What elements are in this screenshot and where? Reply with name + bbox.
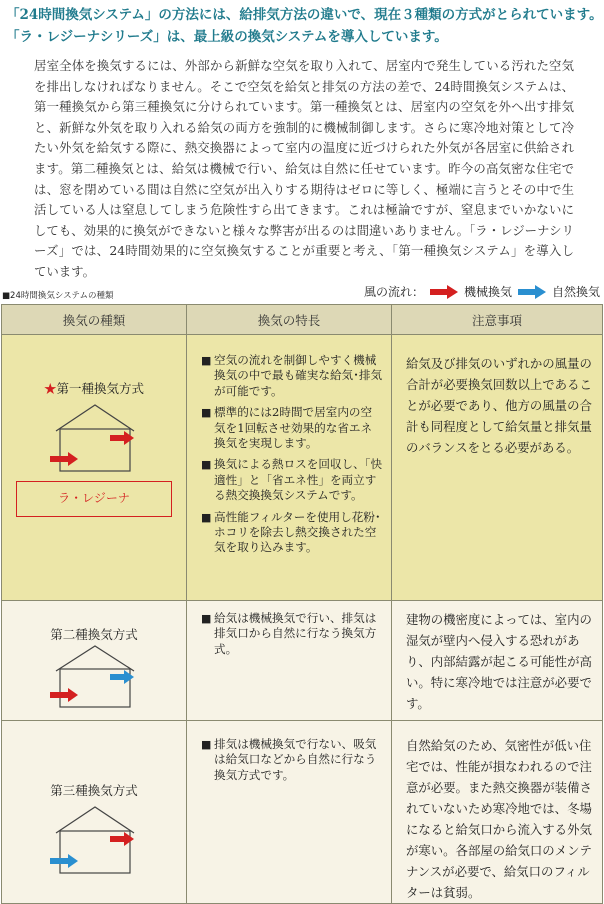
- headline: [6, 4, 602, 48]
- house-type3-icon: [50, 803, 140, 875]
- house-type2-icon: [50, 643, 140, 709]
- note-text: 自然給気のため、気密性が低い住宅では、性能が損なわれるので注意が必要。また熱交換器が装備されていないため寒冷地では、冬場になると給気口から流入する外気が寒い。各部屋の給気口のメンテナンスが必要で、給気口のフィルターは貧弱。: [406, 738, 592, 900]
- table-row: [2, 335, 603, 601]
- system-name: 第三種換気方式: [50, 783, 138, 798]
- feature-item: ■ 給気は機械換気で行い、排気は排気口から自然に行なう換気方式。: [201, 611, 383, 657]
- notes-cell: [392, 721, 603, 904]
- table-header-row: [2, 305, 603, 335]
- table-row: [2, 601, 603, 721]
- red-arrow-icon: [430, 285, 458, 299]
- headline-line-1: 「24時間換気システム」の方法には、給排気方法の違いで、現在３種類の方式がとられています。: [6, 7, 603, 23]
- table-caption: ■24時間換気システムの種類: [2, 291, 114, 301]
- header-features: 換気の特長: [187, 305, 392, 335]
- features-cell: [187, 335, 392, 601]
- system-name: ★第一種換気方式: [43, 381, 145, 396]
- system-name: 第二種換気方式: [50, 627, 138, 642]
- star-icon: ★: [43, 381, 57, 396]
- header-type: 換気の種類: [2, 305, 187, 335]
- note-text: 給気及び排気のいずれかの風量の合計が必要換気回数以上であることが必要であり、他方の風量の合計も同程度として給気量と排気量のバランスをとる必要がある。: [406, 356, 592, 455]
- header-notes: 注意事項: [392, 305, 603, 335]
- type-cell: [2, 601, 187, 721]
- legend-natural: 自然換気: [551, 285, 600, 299]
- type-cell: [2, 721, 187, 904]
- la-regina-badge: ラ・レジーナ: [16, 481, 172, 517]
- intro-paragraph: 居室全体を換気するには、外部から新鮮な空気を取り入れて、居室内で発生している汚れた空気を排出しなければなりません。そこで空気を給気と排気の方法の差で、24時間換気システムは、第一種換気から第三種換気に分けられています。第一種換気とは、居室内の空気を外へ出す排気と、新鮮な外気を取り入れる給気の両方を強制的に機械制御します。さらに寒冷地対策として冷たい外気を給気する際に、熱交換器によって室内の温度に近づけられた外気が各居室に供給されます。第二種換気とは、給気は機械で行い、給気は自然に任せています。昨今の高気密な住宅では、窓を閉めている間は自然に空気が出入りする期待はゼロに等しく、極端に言うとその中で生活している人は窒息してしまう危険性すら出てきます。これは極論ですが、窒息までいかないにしても、効果的に換気ができないと様々な弊害が出るのは間違いありません。「ラ・レジーナシリーズ」では、24時間効果的に空気換気することが重要と考え、「第一種換気システム」を導入しています。: [34, 58, 574, 279]
- headline-line-2: 「ラ・レジーナシリーズ」は、最上級の換気システムを導入しています。: [6, 29, 448, 45]
- wind-flow-legend: [364, 283, 600, 300]
- feature-item: ■ 排気は機械換気で行ない、吸気は給気口などから自然に行なう換気方式です。: [201, 737, 383, 783]
- legend-mechanical: 機械換気: [463, 285, 512, 299]
- notes-cell: [392, 601, 603, 721]
- house-type1-icon: [50, 401, 140, 473]
- feature-item: ■ 高性能フィルターを使用し花粉･ホコリを除去し熱交換された空気を取り込みます。: [201, 510, 383, 556]
- features-cell: [187, 721, 392, 904]
- legend-prefix: 風の流れ：: [363, 285, 424, 299]
- blue-arrow-icon: [518, 285, 546, 299]
- feature-item: ■ 標準的には2時間で居室内の空気を1回転させ効果的な省エネ換気を実現します。: [201, 405, 383, 451]
- note-text: 建物の機密度によっては、室内の湿気が壁内へ侵入する恐れがあり、内部結露が起こる可能性が高い。特に寒冷地では注意が必要です。: [406, 612, 592, 711]
- features-cell: [187, 601, 392, 721]
- feature-item: ■ 空気の流れを制御しやすく機械換気の中で最も確実な給気･排気が可能です。: [201, 353, 383, 399]
- ventilation-types-table: [1, 304, 603, 904]
- notes-cell: [392, 335, 603, 601]
- table-row: [2, 721, 603, 904]
- type-cell: [2, 335, 187, 601]
- feature-item: ■ 換気による熱ロスを回収し、「快適性」と「省エネ性」を両立する熱交換換気システムです。: [201, 457, 383, 503]
